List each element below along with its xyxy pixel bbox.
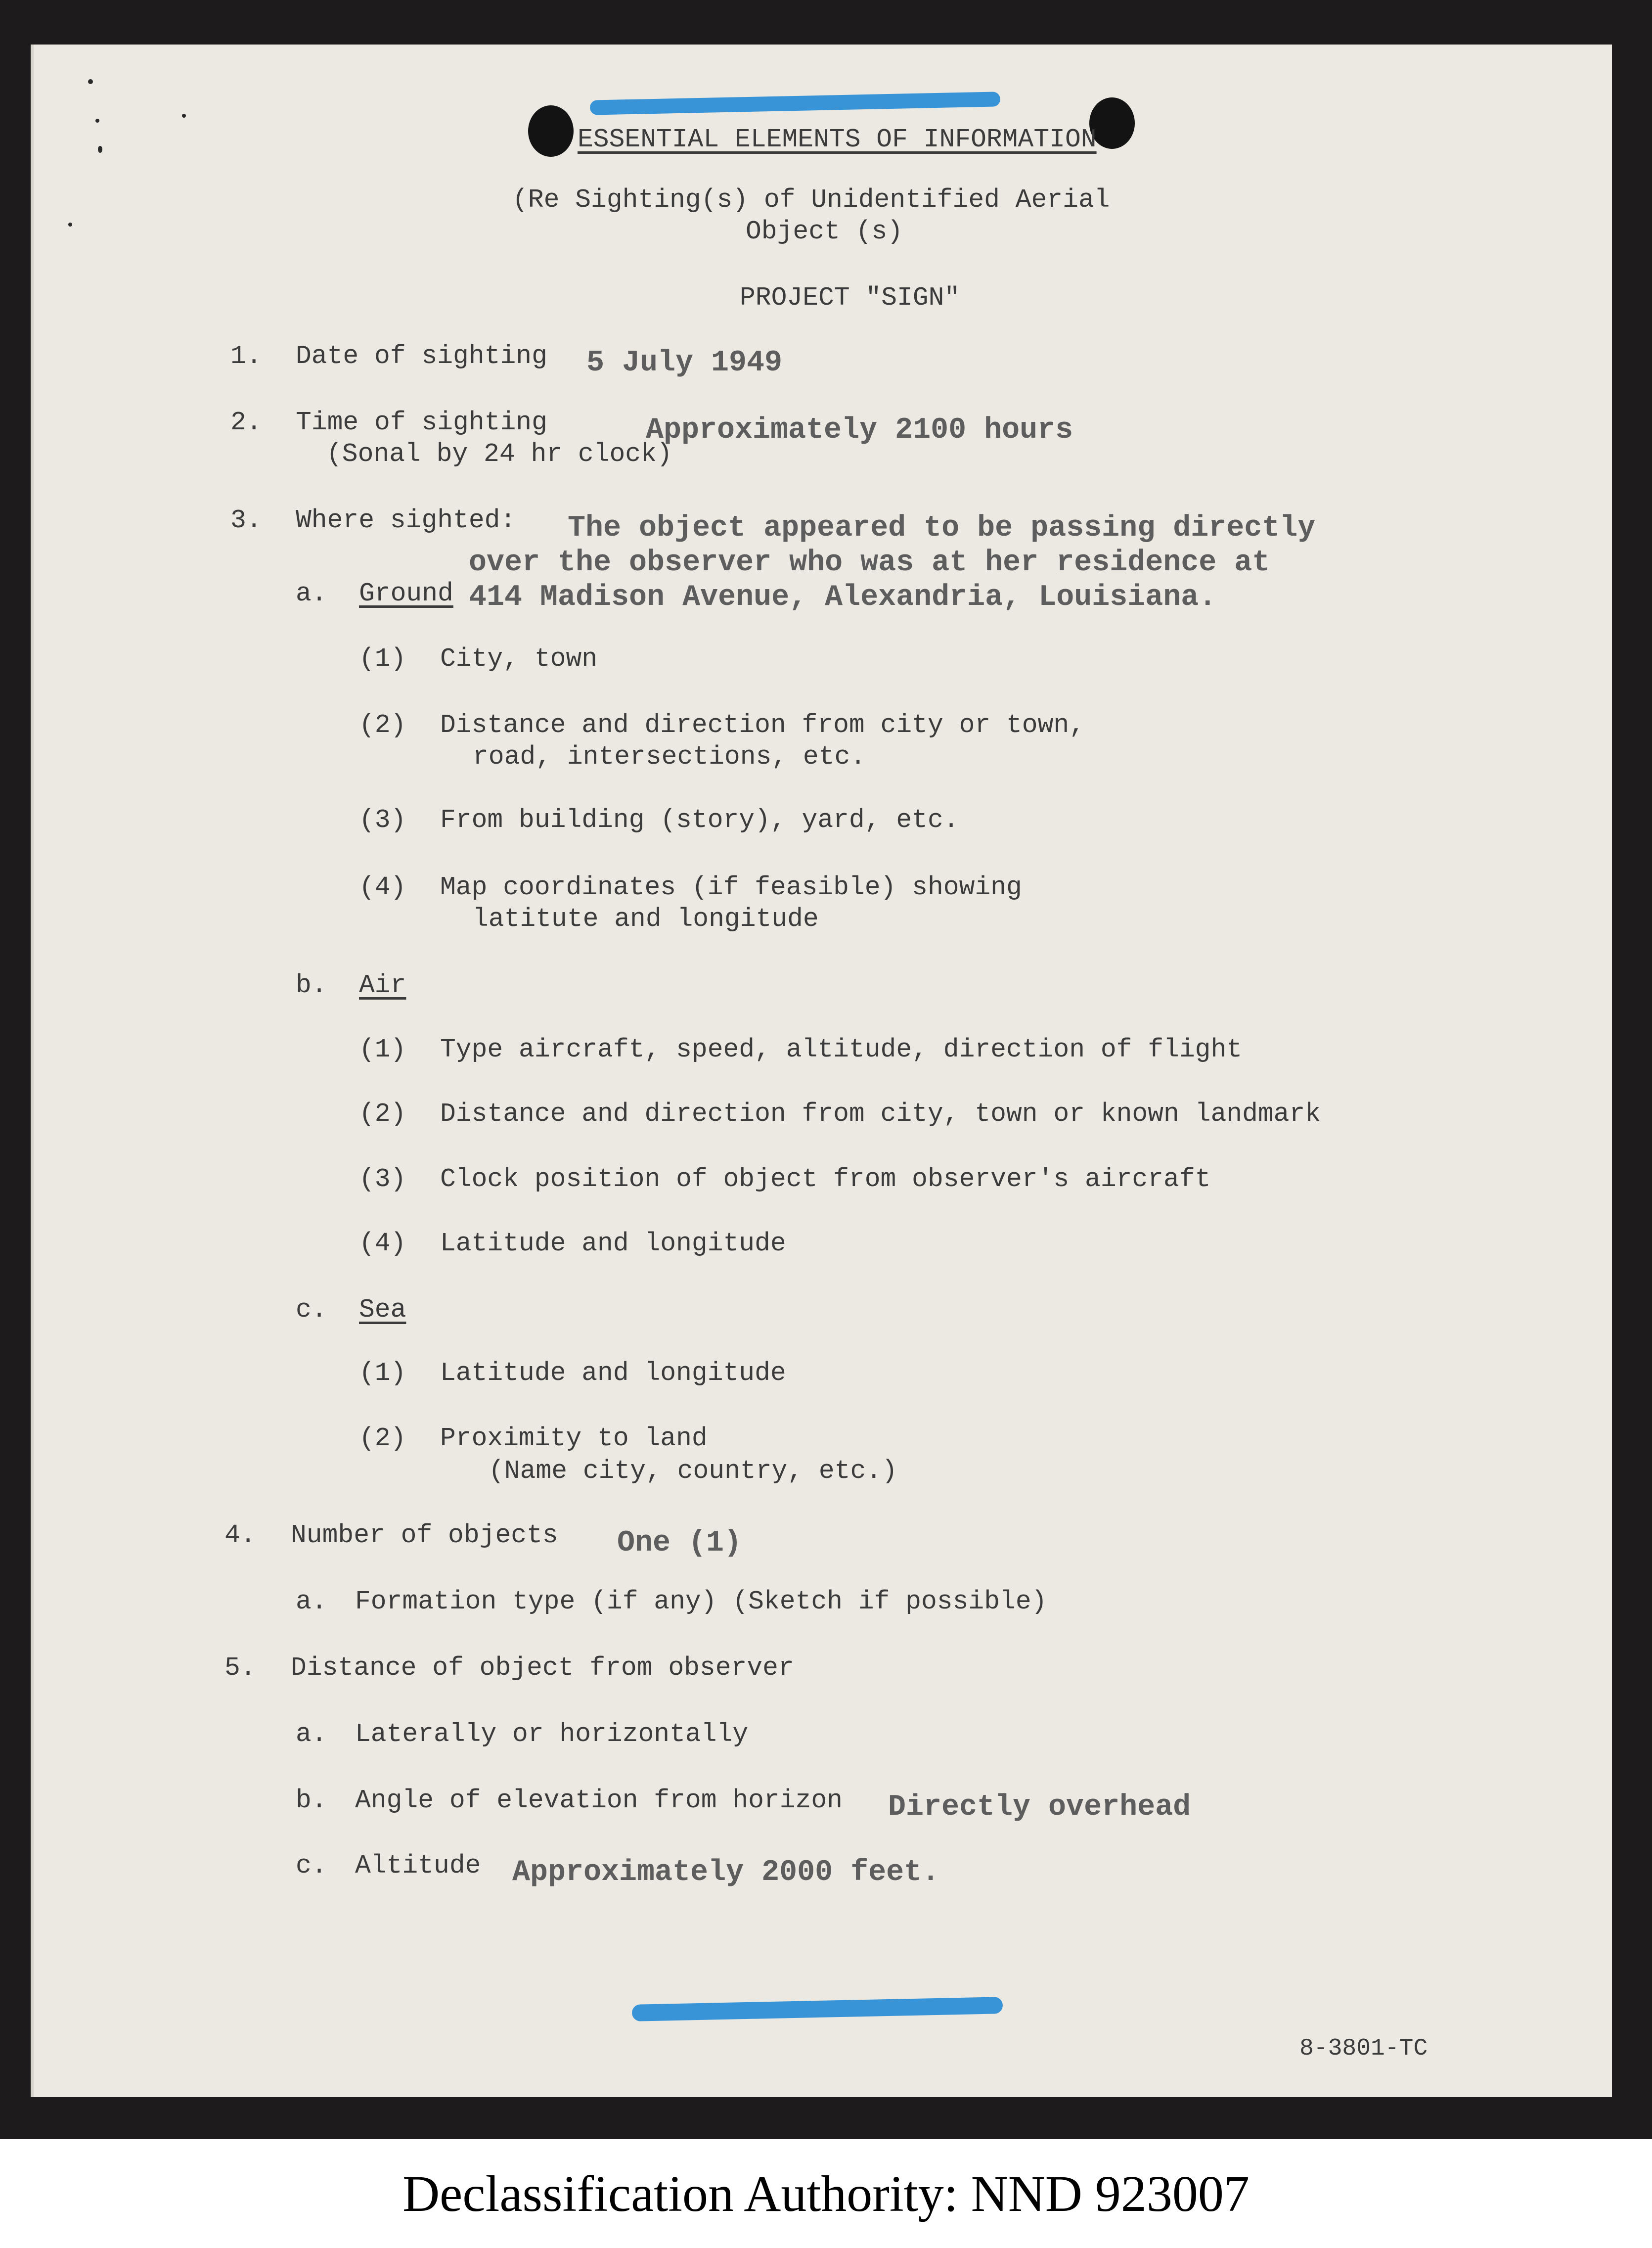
item-3b-2-number: (2) bbox=[359, 1099, 406, 1129]
item-3-answer-line1: The object appeared to be passing directly bbox=[568, 511, 1316, 545]
item-4-answer: One (1) bbox=[617, 1526, 742, 1560]
item-2-number: 2. bbox=[230, 408, 262, 437]
subheading-line2: Object (s) bbox=[746, 217, 903, 246]
item-3b-4-text: Latitude and longitude bbox=[440, 1229, 786, 1258]
subheading-line1: (Re Sighting(s) of Unidentified Aerial bbox=[512, 185, 1110, 215]
item-3c-2-text2: (Name city, country, etc.) bbox=[489, 1456, 897, 1486]
item-1-number: 1. bbox=[230, 341, 262, 371]
item-3a-4-number: (4) bbox=[359, 872, 406, 902]
item-4-number: 4. bbox=[224, 1520, 256, 1550]
declassification-footer: Declassification Authority: NND 923007 bbox=[402, 2165, 1250, 2222]
item-3a-3-number: (3) bbox=[359, 805, 406, 835]
item-3b-letter: b. bbox=[296, 970, 327, 1000]
item-3a-label: Ground bbox=[359, 579, 453, 608]
item-5-label: Distance of object from observer bbox=[291, 1653, 794, 1683]
item-3c-2-number: (2) bbox=[359, 1423, 406, 1453]
item-5a-letter: a. bbox=[296, 1719, 327, 1749]
item-3b-3-number: (3) bbox=[359, 1164, 406, 1194]
item-3a-4-text: Map coordinates (if feasible) showing bbox=[440, 872, 1022, 902]
speck bbox=[68, 223, 72, 227]
item-5c-answer: Approximately 2000 feet. bbox=[512, 1856, 940, 1889]
item-5-number: 5. bbox=[224, 1653, 256, 1683]
item-3b-1-number: (1) bbox=[359, 1035, 406, 1064]
item-4a-text: Formation type (if any) (Sketch if possible) bbox=[355, 1587, 1047, 1616]
item-3-answer-line3: 414 Madison Avenue, Alexandria, Louisiana. bbox=[469, 581, 1217, 614]
item-3c-1-text: Latitude and longitude bbox=[440, 1358, 786, 1388]
form-number: 8-3801-TC bbox=[1299, 2035, 1428, 2062]
item-5b-letter: b. bbox=[296, 1786, 327, 1815]
item-3a-2-text: Distance and direction from city or town, bbox=[440, 710, 1085, 740]
item-3a-1-text: City, town bbox=[440, 644, 598, 674]
item-3b-3-text: Clock position of object from observer's aircraft bbox=[440, 1164, 1211, 1194]
speck bbox=[98, 146, 102, 153]
item-3a-2-text2: road, intersections, etc. bbox=[473, 742, 866, 772]
punch-hole-left bbox=[528, 105, 574, 157]
item-3c-letter: c. bbox=[296, 1295, 327, 1325]
item-3b-4-number: (4) bbox=[359, 1229, 406, 1258]
item-3c-1-number: (1) bbox=[359, 1358, 406, 1388]
item-3c-2-text: Proximity to land bbox=[440, 1423, 708, 1453]
blue-marker-bottom bbox=[632, 1997, 1003, 2021]
item-3b-2-text: Distance and direction from city, town or known landmark bbox=[440, 1099, 1321, 1129]
item-5b-answer: Directly overhead bbox=[888, 1790, 1191, 1824]
item-3b-1-text: Type aircraft, speed, altitude, direction of flight bbox=[440, 1035, 1243, 1064]
item-4a-letter: a. bbox=[296, 1587, 327, 1616]
document-page bbox=[31, 45, 1612, 2097]
blue-marker-top bbox=[590, 92, 1000, 115]
item-2-label: Time of sighting bbox=[296, 408, 547, 437]
document-heading: ESSENTIAL ELEMENTS OF INFORMATION bbox=[578, 125, 1097, 154]
item-2-answer: Approximately 2100 hours bbox=[646, 413, 1073, 447]
item-3-number: 3. bbox=[230, 505, 262, 535]
item-3c-label: Sea bbox=[359, 1295, 406, 1325]
item-3-answer-line2: over the observer who was at her residence at bbox=[469, 546, 1270, 580]
item-3-label: Where sighted: bbox=[296, 505, 516, 535]
project-title: PROJECT "SIGN" bbox=[740, 283, 960, 313]
speck bbox=[182, 114, 186, 118]
item-3a-3-text: From building (story), yard, etc. bbox=[440, 805, 959, 835]
item-3a-2-number: (2) bbox=[359, 710, 406, 740]
speck bbox=[88, 79, 93, 84]
item-2-sublabel: (Sonal by 24 hr clock) bbox=[326, 439, 672, 469]
item-5b-text: Angle of elevation from horizon bbox=[355, 1786, 843, 1815]
speck bbox=[95, 119, 99, 123]
item-5c-text: Altitude bbox=[355, 1851, 481, 1881]
item-4-label: Number of objects bbox=[291, 1520, 558, 1550]
item-3b-label: Air bbox=[359, 970, 406, 1000]
item-3a-1-number: (1) bbox=[359, 644, 406, 674]
item-1-label: Date of sighting bbox=[296, 341, 547, 371]
item-5a-text: Laterally or horizontally bbox=[355, 1719, 749, 1749]
item-5c-letter: c. bbox=[296, 1851, 327, 1881]
item-3a-4-text2: latitute and longitude bbox=[473, 904, 819, 934]
item-1-answer: 5 July 1949 bbox=[586, 346, 783, 380]
item-3a-letter: a. bbox=[296, 579, 327, 608]
